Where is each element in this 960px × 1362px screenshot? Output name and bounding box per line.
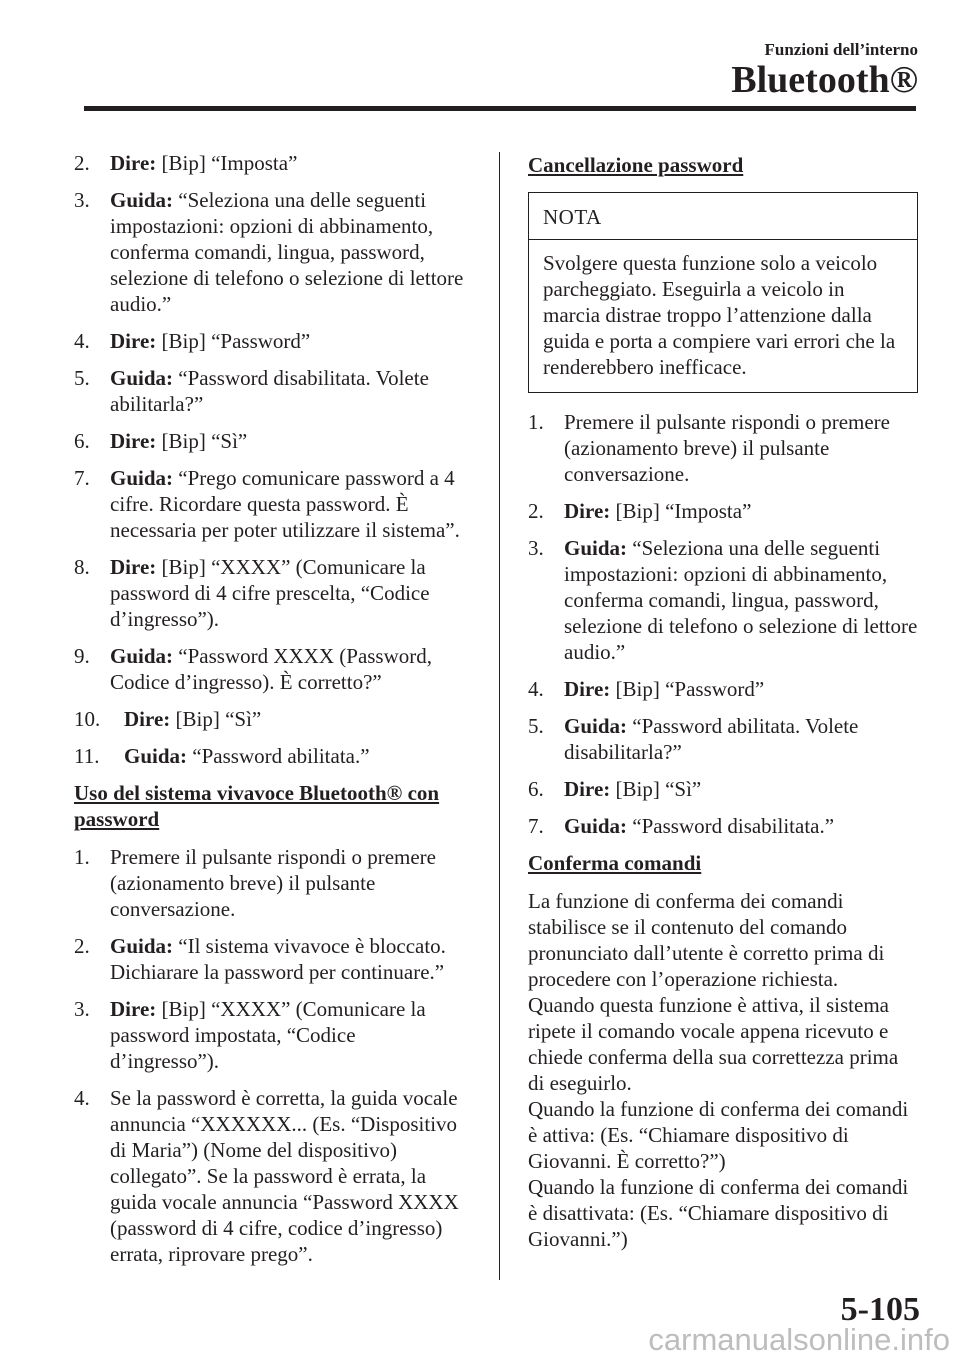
step-text: [Bip] “Imposta” xyxy=(156,151,298,175)
steps-list-confirm xyxy=(74,706,468,769)
list-item xyxy=(74,187,468,317)
step-text: “Password abilitata. Volete disabilitarla?” xyxy=(564,714,859,764)
section-title-handsfree-password: Uso del sistema vivavoce Bluetooth® con password xyxy=(74,781,440,831)
step-label: Guida: xyxy=(110,466,174,490)
section-title-command-confirm: Conferma comandi xyxy=(528,851,702,875)
list-item xyxy=(74,933,468,985)
paragraph: Quando la funzione di conferma dei comandi è attiva: (Es. “Chiamare dispositivo di Giovanni. È corretto?”) xyxy=(528,1097,909,1173)
step-number: 8. xyxy=(74,555,90,579)
step-text: [Bip] “XXXX” (Comunicare la password di 4 cifre prescelta, “Codice d’ingresso”). xyxy=(110,555,430,631)
step-label: Guida: xyxy=(110,934,174,958)
paragraph: Quando la funzione di conferma dei comandi è disattivata: (Es. “Chiamare dispositivo di Giovanni.”) xyxy=(528,1175,909,1251)
step-label: Dire: xyxy=(110,555,157,579)
step-label: Dire: xyxy=(110,329,157,353)
note-text: Svolgere questa funzione solo a veicolo parcheggiato. Eseguirla a veicolo in marcia distrae troppo l’attenzione dalla guida e porta a compiere vari errori che la renderebbero inefficace. xyxy=(543,251,896,379)
step-text: [Bip] “XXXX” (Comunicare la password impostata, “Codice d’ingresso”). xyxy=(110,997,426,1073)
step-text: Premere il pulsante rispondi o premere (azionamento breve) il pulsante conversazione. xyxy=(564,410,890,486)
step-label: Dire: xyxy=(110,151,157,175)
step-label: Dire: xyxy=(110,429,157,453)
note-title: NOTA xyxy=(529,193,917,240)
list-item xyxy=(74,643,468,695)
list-item xyxy=(74,150,468,176)
list-item xyxy=(528,776,918,802)
step-label: Guida: xyxy=(564,714,628,738)
list-item xyxy=(528,676,918,702)
step-label: Guida: xyxy=(124,744,188,768)
step-text: “Prego comunicare password a 4 cifre. Ricordare questa password. È necessaria per poter utilizzare il sistema”. xyxy=(110,466,460,542)
step-number: 10. xyxy=(74,707,101,731)
list-item xyxy=(74,844,468,922)
list-item xyxy=(528,409,918,487)
list-item xyxy=(74,706,468,732)
watermark: carmanualsonline.info xyxy=(648,1322,950,1357)
step-number: 6. xyxy=(528,777,544,801)
list-item xyxy=(74,554,468,632)
step-label: Dire: xyxy=(564,499,611,523)
list-item xyxy=(74,328,468,354)
step-number: 4. xyxy=(74,1086,90,1110)
step-number: 5. xyxy=(528,714,544,738)
step-number: 1. xyxy=(528,410,544,434)
step-label: Guida: xyxy=(110,188,174,212)
step-text: “Password XXXX (Password, Codice d’ingresso). È corretto?” xyxy=(110,644,433,694)
step-label: Dire: xyxy=(124,707,171,731)
right-column xyxy=(528,150,918,1252)
step-text: “Il sistema vivavoce è bloccato. Dichiarare la password per continuare.” xyxy=(110,934,446,984)
step-number: 3. xyxy=(74,997,90,1021)
step-text: [Bip] “Sì” xyxy=(156,429,248,453)
step-number: 3. xyxy=(74,188,90,212)
steps-list-setup xyxy=(74,150,468,695)
step-number: 4. xyxy=(528,677,544,701)
steps-list-usage xyxy=(74,844,468,1267)
step-number: 1. xyxy=(74,845,90,869)
step-text: “Seleziona una delle seguenti impostazioni: opzioni di abbinamento, conferma comandi, lingua, password, selezione di telefono o selezione di lettore audio.” xyxy=(110,188,464,316)
step-text: [Bip] “Imposta” xyxy=(610,499,752,523)
step-text: [Bip] “Sì” xyxy=(170,707,262,731)
step-number: 7. xyxy=(528,814,544,838)
note-box xyxy=(528,192,918,393)
list-item xyxy=(528,498,918,524)
step-label: Guida: xyxy=(564,814,628,838)
step-number: 2. xyxy=(74,151,90,175)
list-item xyxy=(74,743,468,769)
step-label: Dire: xyxy=(564,777,611,801)
step-text: “Password abilitata.” xyxy=(187,744,370,768)
step-text: [Bip] “Password” xyxy=(610,677,765,701)
step-number: 4. xyxy=(74,329,90,353)
step-number: 3. xyxy=(528,536,544,560)
list-item xyxy=(528,813,918,839)
step-text: “Password disabilitata. Volete abilitarla?” xyxy=(110,366,429,416)
list-item xyxy=(528,713,918,765)
paragraph: Quando questa funzione è attiva, il sistema ripete il comando vocale appena ricevuto e chiede conferma della sua correttezza prima di eseguirlo. xyxy=(528,993,899,1095)
paragraph: La funzione di conferma dei comandi stabilisce se il contenuto del comando pronunciato dall’utente è corretto prima di procedere con l’operazione richiesta. xyxy=(528,889,885,991)
step-label: Dire: xyxy=(564,677,611,701)
steps-list-delete xyxy=(528,409,918,839)
step-text: Se la password è corretta, la guida vocale annuncia “XXXXXX... (Es. “Dispositivo di Maria”) (Nome del dispositivo) collegato”. Se la password è errata, la guida vocale annuncia “Password XXXX (password di 4 cifre, codice d’ingresso) errata, riprovare prego”. xyxy=(110,1086,459,1266)
step-number: 2. xyxy=(528,499,544,523)
list-item xyxy=(74,1085,468,1267)
step-number: 7. xyxy=(74,466,90,490)
list-item xyxy=(528,535,918,665)
step-number: 11. xyxy=(74,744,100,768)
list-item xyxy=(74,428,468,454)
step-label: Guida: xyxy=(110,644,174,668)
step-text: [Bip] “Sì” xyxy=(610,777,702,801)
left-column xyxy=(74,150,468,1278)
list-item xyxy=(74,365,468,417)
list-item xyxy=(74,996,468,1074)
chapter-subtitle: Funzioni dell’interno xyxy=(764,40,918,59)
column-divider xyxy=(499,152,500,1280)
step-number: 6. xyxy=(74,429,90,453)
header-rule xyxy=(84,106,916,111)
section-title-delete-password: Cancellazione password xyxy=(528,153,744,177)
step-text: “Password disabilitata.” xyxy=(627,814,835,838)
step-label: Dire: xyxy=(110,997,157,1021)
step-number: 2. xyxy=(74,934,90,958)
step-number: 9. xyxy=(74,644,90,668)
page-number: 5-105 xyxy=(840,1291,920,1328)
step-label: Guida: xyxy=(564,536,628,560)
step-label: Guida: xyxy=(110,366,174,390)
list-item xyxy=(74,465,468,543)
step-text: [Bip] “Password” xyxy=(156,329,311,353)
step-text: “Seleziona una delle seguenti impostazioni: opzioni di abbinamento, conferma comandi, lingua, password, selezione di telefono o selezione di lettore audio.” xyxy=(564,536,918,664)
step-text: Premere il pulsante rispondi o premere (azionamento breve) il pulsante conversazione. xyxy=(110,845,436,921)
chapter-title: Bluetooth® xyxy=(731,59,918,101)
step-number: 5. xyxy=(74,366,90,390)
